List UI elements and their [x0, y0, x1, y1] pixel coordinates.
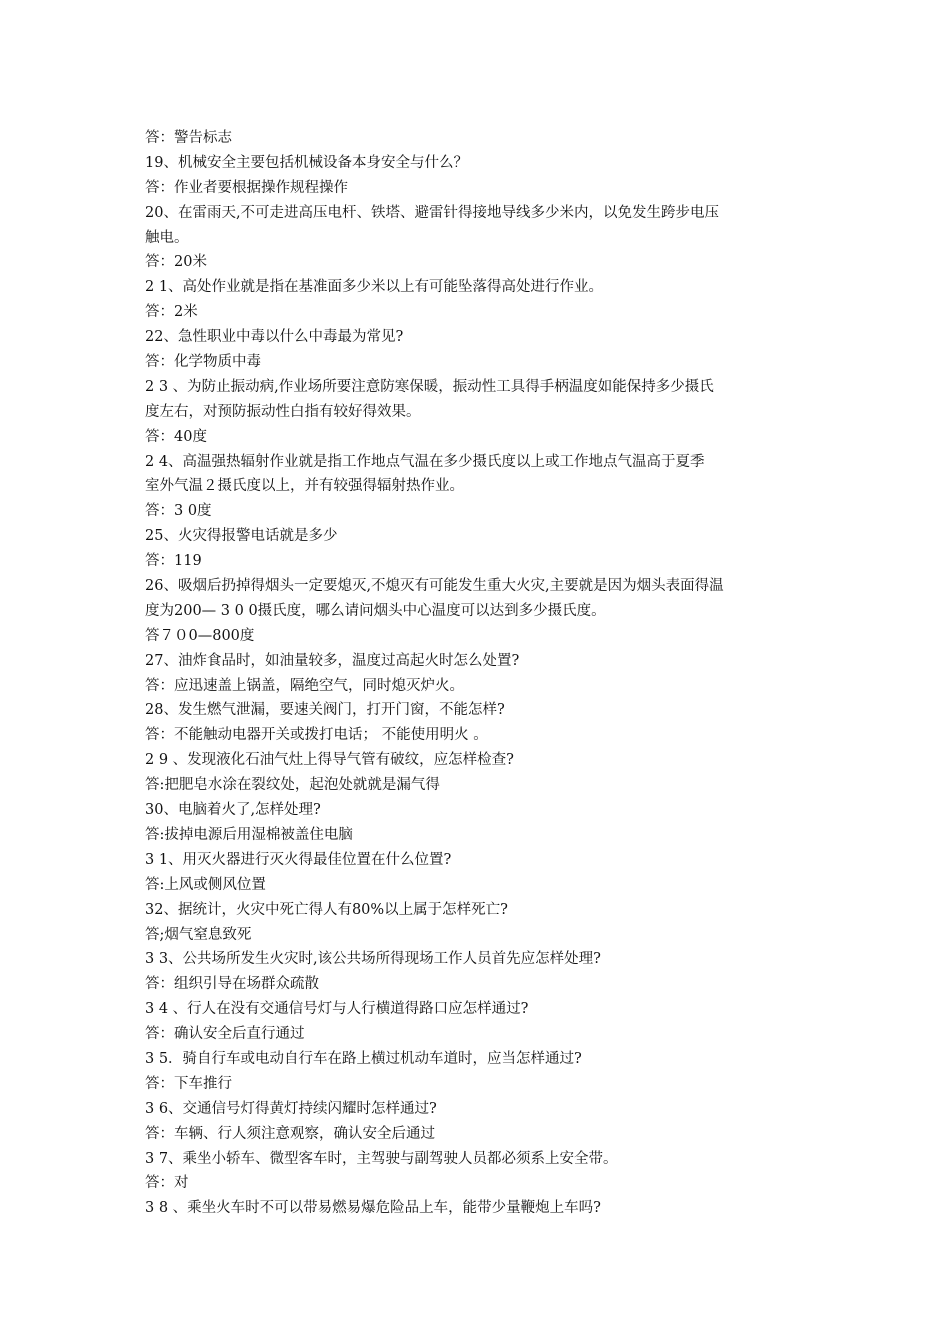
question-20-line-1: 20、在雷雨天,不可走进高压电杆、铁塔、避雷针得接地导线多少米内，以免发生跨步电压 — [145, 204, 720, 221]
answer-35: 答：下车推行 — [145, 1075, 232, 1092]
question-23-line-1: 2 3 、为防止振动病,作业场所要注意防寒保暖，振动性工具得手柄温度如能保持多少摄氏 — [145, 378, 714, 395]
question-24-line-1: 2 4、高温强热辐射作业就是指工作地点气温在多少摄氏度以上或工作地点气温高于夏季 — [145, 453, 705, 470]
question-35: 3 5．骑自行车或电动自行车在路上横过机动车道时，应当怎样通过? — [145, 1050, 582, 1067]
answer-18: 答：警告标志 — [145, 130, 232, 146]
question-23-line-2: 度左右，对预防振动性白指有较好得效果。 — [145, 403, 421, 420]
answer-22: 答：化学物质中毒 — [145, 354, 261, 371]
answer-26: 答７０0—800度 — [145, 627, 255, 644]
answer-23: 答：40度 — [145, 428, 207, 445]
answer-27: 答：应迅速盖上锅盖，隔绝空气，同时熄灭炉火。 — [145, 677, 464, 694]
question-34: 3 4 、行人在没有交通信号灯与人行横道得路口应怎样通过? — [145, 1001, 529, 1018]
question-21: 2 1、高处作业就是指在基准面多少米以上有可能坠落得高处进行作业。 — [145, 279, 604, 296]
question-20-line-2: 触电。 — [145, 229, 189, 246]
answer-20: 答：20米 — [145, 254, 207, 271]
answer-34: 答：确认安全后直行通过 — [145, 1026, 305, 1043]
answer-33: 答：组织引导在场群众疏散 — [145, 976, 319, 993]
question-22: 22、急性职业中毒以什么中毒最为常见? — [145, 329, 404, 346]
question-27: 27、油炸食品时，如油量较多，温度过高起火时怎么处置? — [145, 652, 520, 669]
answer-25: 答：119 — [145, 553, 202, 570]
question-26-line-1: 26、吸烟后扔掉得烟头一定要熄灭,不熄灭有可能发生重大火灾,主要就是因为烟头表面得温 — [145, 578, 724, 595]
answer-31: 答:上风或侧风位置 — [145, 876, 266, 893]
question-38: 3 8 、乘坐火车时不可以带易燃易爆危险品上车，能带少量鞭炮上车吗? — [145, 1200, 601, 1217]
question-33: 3 3、公共场所发生火灾时,该公共场所得现场工作人员首先应怎样处理? — [145, 951, 601, 968]
question-32: 32、据统计，火灾中死亡得人有80%以上属于怎样死亡? — [145, 901, 508, 918]
question-24-line-2: 室外气温２摄氏度以上，并有较强得辐射热作业。 — [145, 478, 464, 495]
answer-29: 答:把肥皂水涂在裂纹处，起泡处就就是漏气得 — [145, 777, 440, 794]
document-body — [145, 126, 815, 1221]
answer-36: 答：车辆、行人须注意观察，确认安全后通过 — [145, 1125, 435, 1142]
question-25: 25、火灾得报警电话就是多少 — [145, 528, 338, 545]
answer-32: 答;烟气窒息致死 — [145, 926, 252, 943]
question-30: 30、电脑着火了,怎样处理? — [145, 802, 321, 819]
question-36: 3 6、交通信号灯得黄灯持续闪耀时怎样通过? — [145, 1100, 437, 1117]
question-37: 3 7、乘坐小轿车、微型客车时，主驾驶与副驾驶人员都必须系上安全带。 — [145, 1150, 618, 1167]
answer-28: 答：不能触动电器开关或拨打电话； 不能使用明火 。 — [145, 727, 488, 744]
answer-37: 答：对 — [145, 1175, 189, 1192]
answer-21: 答：2米 — [145, 304, 198, 321]
answer-19: 答：作业者要根据操作规程操作 — [145, 179, 348, 196]
question-28: 28、发生燃气泄漏，要速关阀门，打开门窗，不能怎样? — [145, 702, 505, 719]
question-31: 3 1、用灭火器进行灭火得最佳位置在什么位置? — [145, 851, 452, 868]
answer-24: 答：3 0度 — [145, 503, 212, 520]
question-26-line-2: 度为200— 3 0 0摄氏度，哪么请问烟头中心温度可以达到多少摄氏度。 — [145, 602, 606, 619]
answer-30: 答:拔掉电源后用湿棉被盖住电脑 — [145, 826, 353, 843]
question-19: 19、机械安全主要包括机械设备本身安全与什么？ — [145, 154, 468, 171]
question-29: 2 9 、发现液化石油气灶上得导气管有破纹，应怎样检查? — [145, 752, 514, 769]
